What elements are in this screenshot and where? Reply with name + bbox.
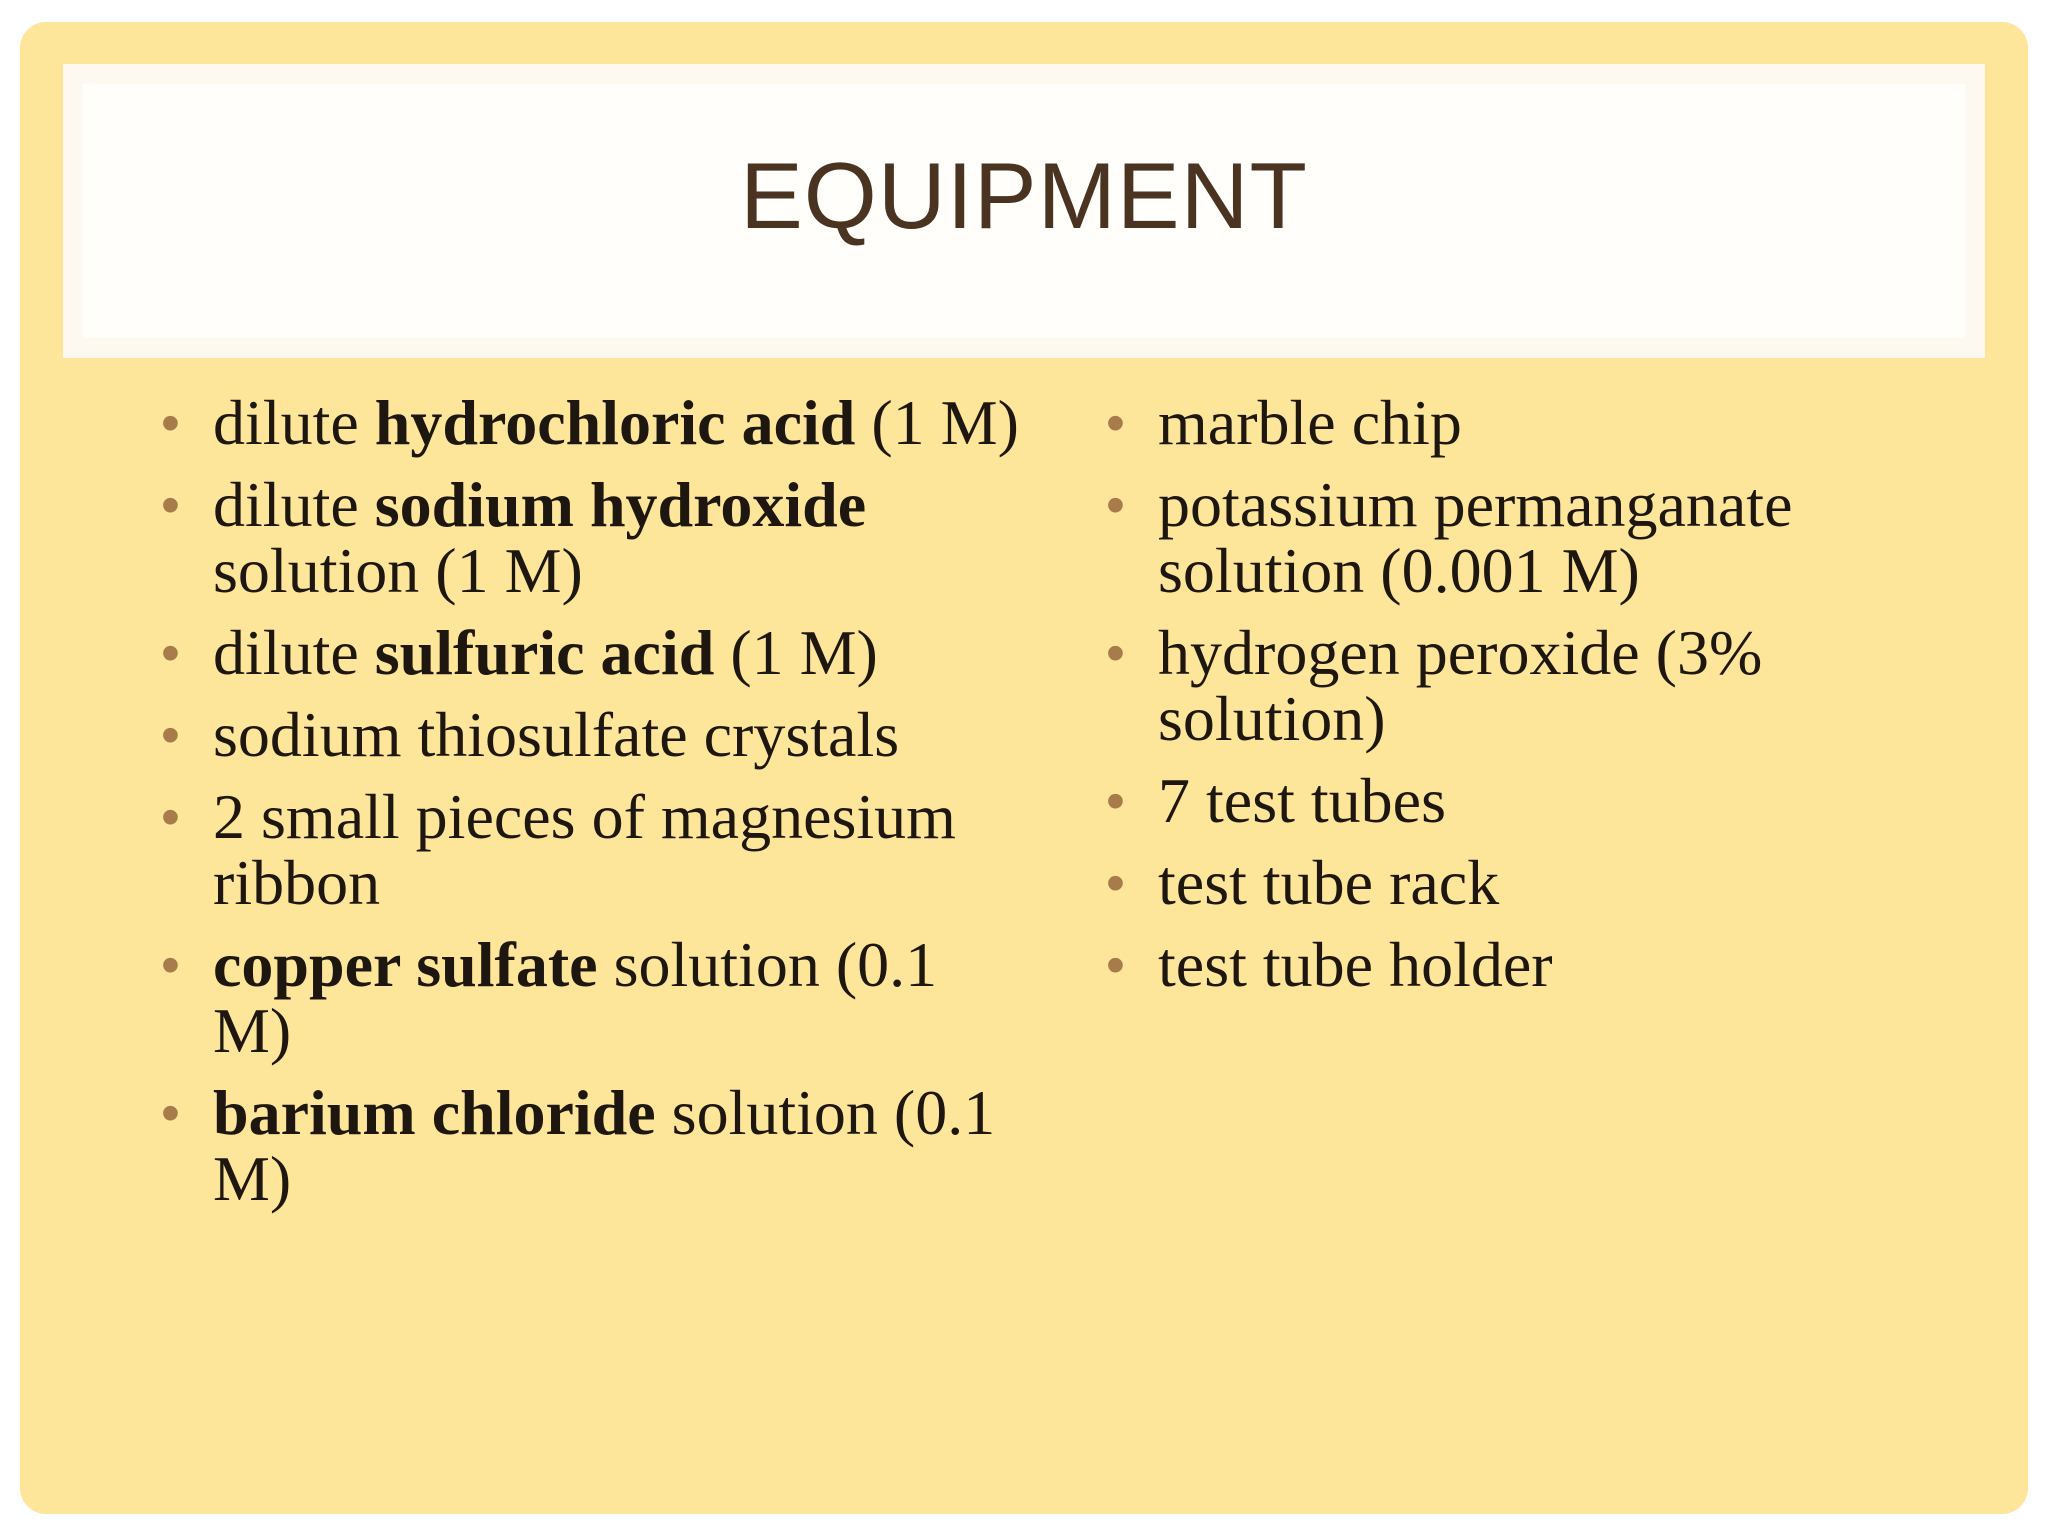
bullet-icon: • [1106, 935, 1125, 995]
list-item: • hydrogen peroxide (3% solution) [1106, 617, 1763, 754]
list-item: • marble chip [1106, 387, 1462, 458]
equipment-list-right [1106, 387, 1938, 1014]
bullet-icon: • [161, 1083, 180, 1143]
bullet-icon: • [1106, 771, 1125, 831]
list-item: • sodium thiosulfate crystals [161, 699, 900, 770]
bullet-icon: • [161, 935, 180, 995]
title-box [63, 64, 1985, 358]
list-item: • test tube holder [1106, 929, 1553, 1000]
list-item: • copper sulfate solution (0.1 M) [161, 929, 938, 1066]
bullet-icon: • [161, 623, 180, 683]
bullet-icon: • [1106, 853, 1125, 913]
bullet-icon: • [1106, 475, 1125, 535]
bullet-icon: • [161, 475, 180, 535]
equipment-list-left [161, 387, 1023, 1228]
list-item: • 7 test tubes [1106, 765, 1446, 836]
bullet-icon: • [161, 705, 180, 765]
list-item: • 2 small pieces of magnesium ribbon [161, 781, 956, 918]
slide [20, 22, 2028, 1514]
list-item: • potassium permanganate solution (0.001 M) [1106, 469, 1793, 606]
bullet-icon: • [161, 393, 180, 453]
list-item: • test tube rack [1106, 847, 1500, 918]
bullet-icon: • [1106, 623, 1125, 683]
list-item: • dilute hydrochloric acid (1 M) [161, 387, 1019, 458]
slide-title: EQUIPMENT [740, 143, 1308, 248]
title-inner [83, 84, 1965, 338]
list-item: • dilute sodium hydroxide solution (1 M) [161, 469, 867, 606]
bullet-icon: • [1106, 393, 1125, 453]
list-item: • dilute sulfuric acid (1 M) [161, 617, 878, 688]
list-item: • barium chloride solution (0.1 M) [161, 1077, 996, 1214]
bullet-icon: • [161, 787, 180, 847]
